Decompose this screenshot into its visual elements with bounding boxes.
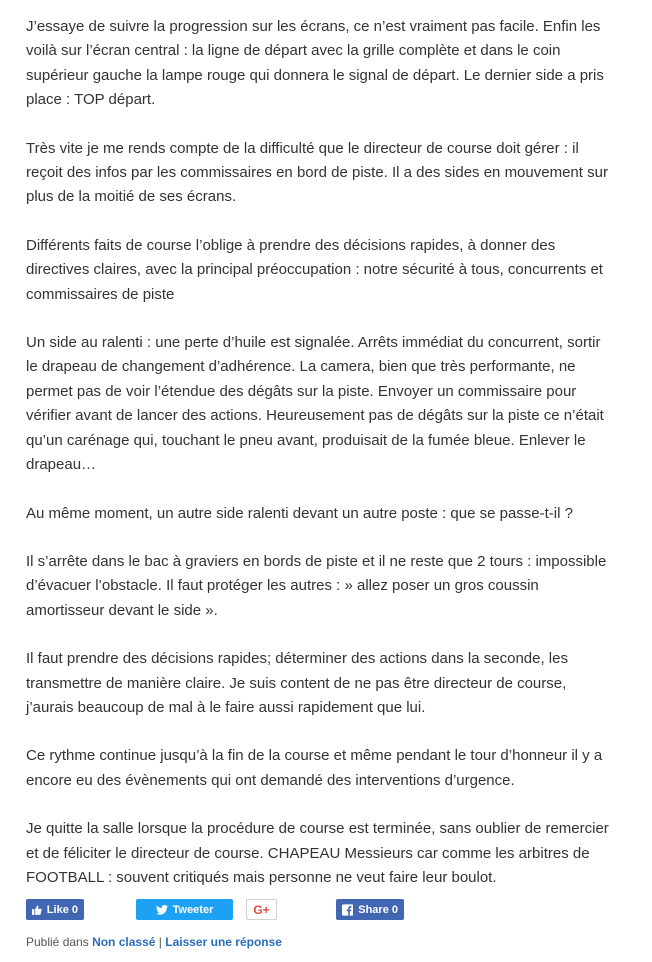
published-prefix: Publié dans [26,935,89,949]
article-paragraph: Ce rythme continue jusqu’à la fin de la course et même pendant le tour d’honneur il y a encore eu des évènements qui ont demandé des interventions d’urgence. [26,747,603,789]
twitter-bird-icon [156,905,168,915]
social-share-bar [26,899,626,920]
article-paragraph: Il faut prendre des décisions rapides; déterminer des actions dans la seconde, les transmettre de manière claire. Je suis content de ne pas être directeur de course, j’aurais beaucoup de mal à le faire aussi rapidement que lui. [26,650,568,716]
google-plus-button[interactable] [246,899,277,920]
like-count: 0 [71,903,78,916]
article-body [26,15,616,914]
facebook-like-button[interactable] [26,899,84,920]
share-label: Share [358,903,389,916]
article-paragraph: Je quitte la salle lorsque la procédure de course est terminée, sans oublier de remercier et de féliciter le directeur de course. CHAPEAU Messieurs car comme les arbitres de FOOTBALL : souvent critiqués mais personne ne veut faire leur boulot. [26,820,609,886]
tweet-button[interactable] [136,899,233,920]
article-paragraph: J’essaye de suivre la progression sur les écrans, ce n’est vraiment pas facile. Enfin les voilà sur l’écran central : la ligne de départ avec la grille complète et dans le coin supérieur gauche la lampe rouge qui donnera le signal de départ. Le dernier side a pris place : TOP départ. [26,18,604,109]
article-paragraph: Très vite je me rends compte de la difficulté que le directeur de course doit gérer : il reçoit des infos par les commissaires en bord de piste. Il a des sides en mouvement sur plus de la moitié de ses écrans. [26,139,608,206]
category-link[interactable]: Non classé [92,935,156,949]
article-paragraph: Différents faits de course l’oblige à prendre des décisions rapides, à donner des directives claires, avec la principal préoccupation : notre sécurité à tous, concurrents et commissaires de piste [26,236,603,303]
facebook-f-icon [342,904,353,916]
gplus-label: G+ [253,902,270,917]
facebook-share-button[interactable] [336,899,404,920]
leave-reply-link[interactable]: Laisser une réponse [165,935,282,949]
article-paragraph: Il s’arrête dans le bac à graviers en bords de piste et il ne reste que 2 tours : impossible d’évacuer l’obstacle. Il faut protéger les autres : » allez poser un gros coussin amortisseur devant le side ». [26,552,607,619]
share-count: 0 [391,903,398,916]
tweet-label: Tweeter [172,903,214,916]
thumbs-up-icon [32,904,42,916]
article-paragraph: Au même moment, un autre side ralenti devant un autre poste : que se passe-t-il ? [26,504,573,522]
article-paragraph: Un side au ralenti : une perte d’huile est signalée. Arrêts immédiat du concurrent, sortir le drapeau de changement d’adhérence. La camera, bien que très performante, ne permet pas de voir l’étendue des dégâts sur la piste. Envoyer un commissaire pour vérifier avant de lancer des actions. Heureusement pas de dégâts sur la piste ce n’était qu’un carénage qui, touchant le pneu avant, produisait de la fumée bleue. Enlever le drapeau… [26,334,604,474]
like-label: Like [46,903,69,916]
post-meta [26,935,282,949]
meta-separator: | [158,935,162,949]
